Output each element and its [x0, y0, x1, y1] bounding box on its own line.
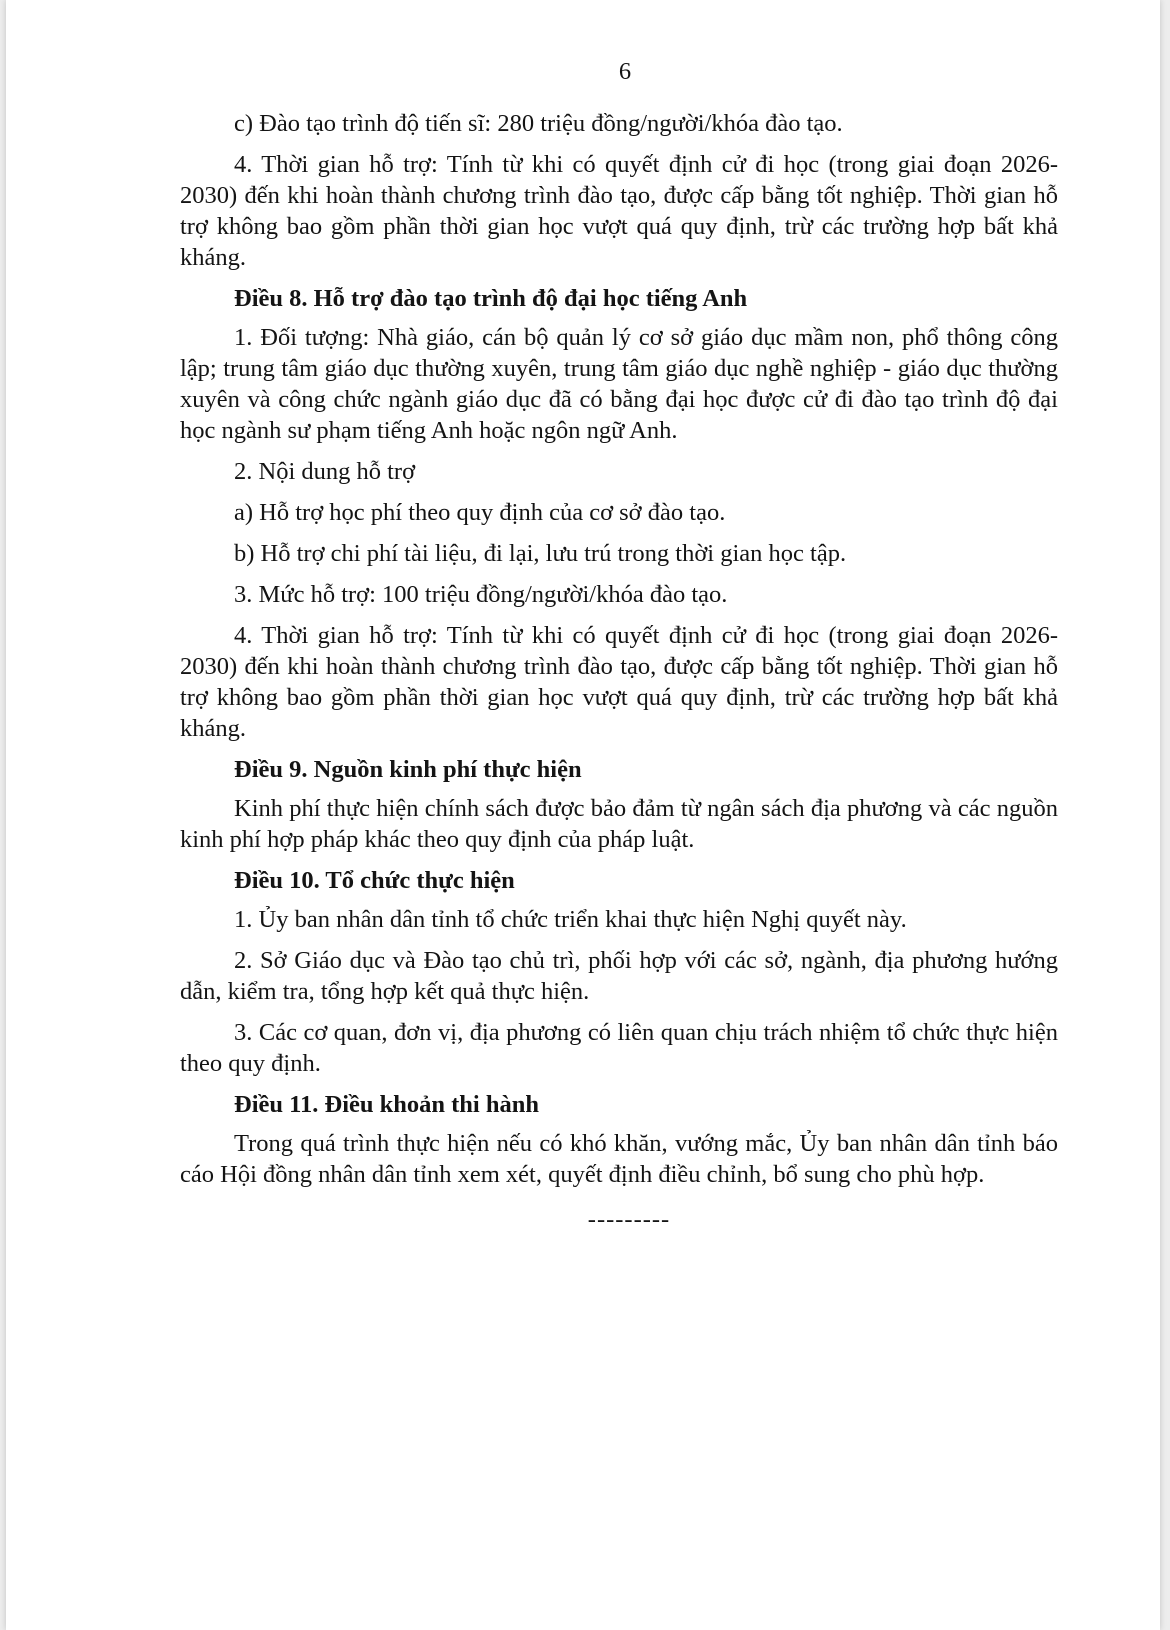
end-separator: ---------: [587, 1206, 671, 1233]
paragraph: 3. Các cơ quan, đơn vị, địa phương có liên quan chịu trách nhiệm tổ chức thực hiện theo quy định.: [180, 1019, 1058, 1077]
page-content: [180, 56, 1058, 1235]
paragraph: a) Hỗ trợ học phí theo quy định của cơ sở đào tạo.: [234, 499, 726, 526]
paragraph: b) Hỗ trợ chi phí tài liệu, đi lại, lưu trú trong thời gian học tập.: [234, 540, 847, 567]
paragraph: 2. Sở Giáo dục và Đào tạo chủ trì, phối hợp với các sở, ngành, địa phương hướng dẫn, kiểm tra, tổng hợp kết quả thực hiện.: [180, 947, 1058, 1005]
paragraph: 4. Thời gian hỗ trợ: Tính từ khi có quyết định cử đi học (trong giai đoạn 2026-2030) đến khi hoàn thành chương trình đào tạo, được cấp bằng tốt nghiệp. Thời gian hỗ trợ không bao gồm phần thời gian học vượt quá quy định, trừ các trường hợp bất khả kháng.: [180, 622, 1058, 742]
document-page: [6, 0, 1160, 1630]
paragraph: 1. Ủy ban nhân dân tỉnh tổ chức triển khai thực hiện Nghị quyết này.: [234, 906, 907, 933]
paragraph: 3. Mức hỗ trợ: 100 triệu đồng/người/khóa đào tạo.: [234, 581, 728, 608]
paragraph: 4. Thời gian hỗ trợ: Tính từ khi có quyết định cử đi học (trong giai đoạn 2026-2030) đến khi hoàn thành chương trình đào tạo, được cấp bằng tốt nghiệp. Thời gian hỗ trợ không bao gồm phần thời gian học vượt quá quy định, trừ các trường hợp bất khả kháng.: [180, 151, 1058, 271]
article-heading: Điều 11. Điều khoản thi hành: [234, 1091, 539, 1118]
article-heading: Điều 10. Tổ chức thực hiện: [234, 867, 515, 894]
paragraph: 1. Đối tượng: Nhà giáo, cán bộ quản lý cơ sở giáo dục mầm non, phổ thông công lập; trung tâm giáo dục thường xuyên, trung tâm giáo dục nghề nghiệp - giáo dục thường xuyên và công chức ngành giáo dục đã có bằng đại học được cử đi đào tạo trình độ đại học ngành sư phạm tiếng Anh hoặc ngôn ngữ Anh.: [180, 324, 1058, 444]
paragraph: Trong quá trình thực hiện nếu có khó khăn, vướng mắc, Ủy ban nhân dân tỉnh báo cáo Hội đồng nhân dân tỉnh xem xét, quyết định điều chỉnh, bổ sung cho phù hợp.: [180, 1130, 1058, 1188]
paragraph: c) Đào tạo trình độ tiến sĩ: 280 triệu đồng/người/khóa đào tạo.: [234, 110, 843, 137]
document-body: [180, 108, 1058, 1190]
paragraph: Kinh phí thực hiện chính sách được bảo đảm từ ngân sách địa phương và các nguồn kinh phí hợp pháp khác theo quy định của pháp luật.: [180, 795, 1058, 853]
article-heading: Điều 8. Hỗ trợ đào tạo trình độ đại học tiếng Anh: [234, 285, 748, 312]
paragraph: 2. Nội dung hỗ trợ: [234, 458, 416, 485]
page-number: 6: [618, 58, 632, 85]
article-heading: Điều 9. Nguồn kinh phí thực hiện: [234, 756, 582, 783]
